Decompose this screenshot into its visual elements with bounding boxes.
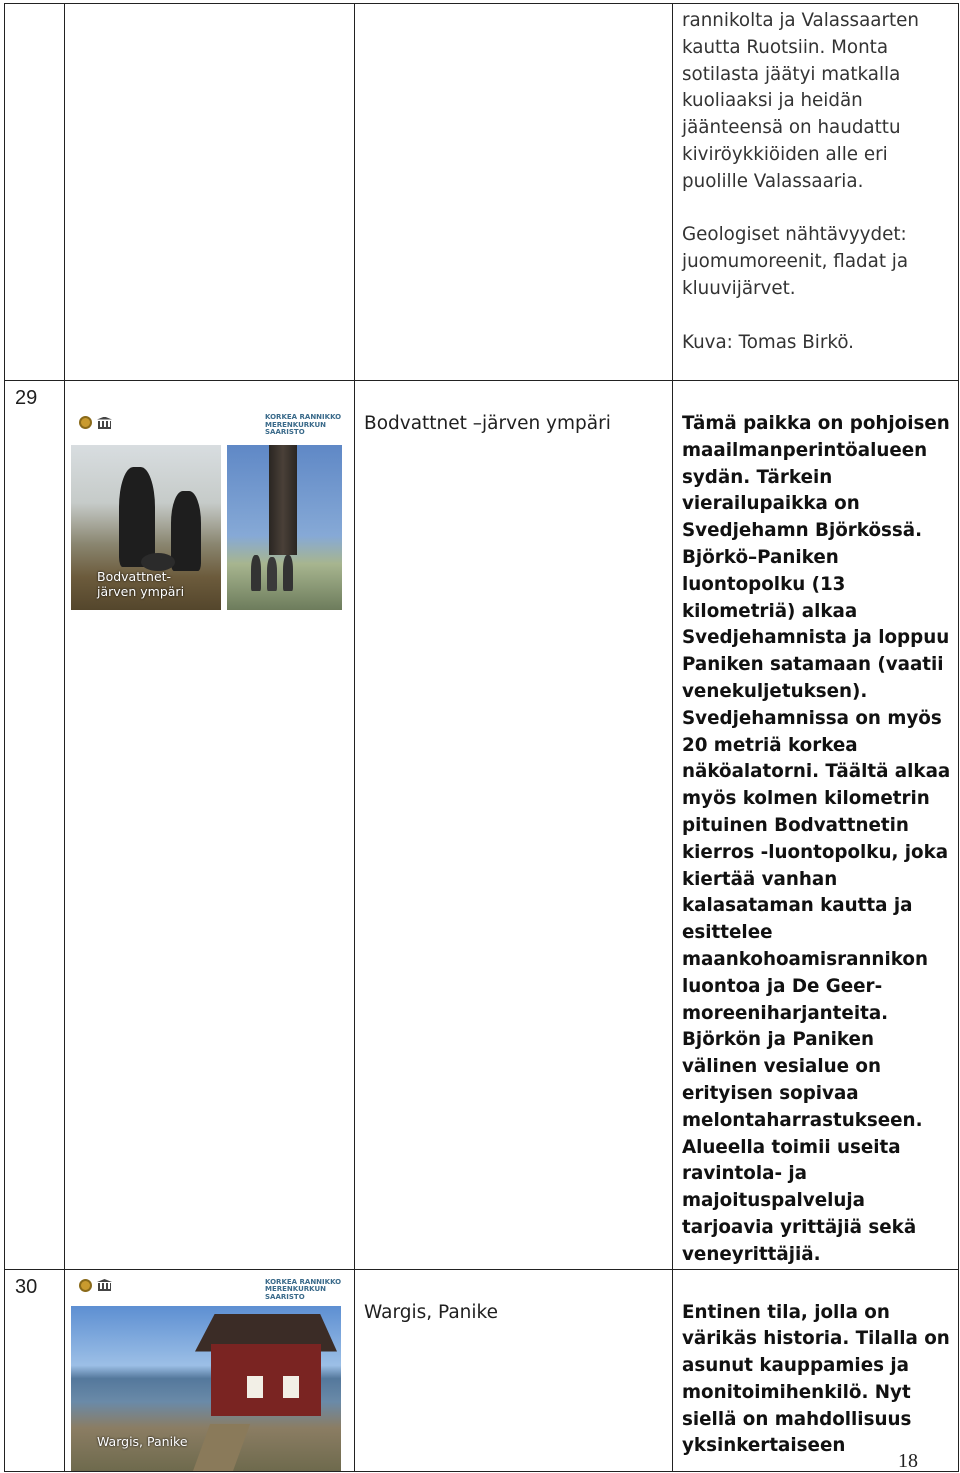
description-cell <box>673 4 959 381</box>
table-row <box>5 1269 959 1471</box>
description-paragraph: rannikolta ja Valassaarten kautta Ruotsiin. Monta sotilasta jäätyi matkalla kuoliaaksi ja heidän jäänteensä on haudattu kiviröykkiöiden alle eri puolille Valassaaria. <box>682 10 919 192</box>
brochure-icons <box>79 1279 112 1292</box>
brochure-icons <box>79 416 112 429</box>
description-cell <box>673 1269 959 1471</box>
place-title: Bodvattnet –järven ympäri <box>355 381 673 1270</box>
row-number: 30 <box>5 1269 65 1471</box>
hikers-photo <box>71 445 221 610</box>
image-cell <box>65 381 355 1270</box>
museum-icon <box>97 417 112 429</box>
red-house-photo <box>71 1306 341 1471</box>
row-number: 29 <box>5 381 65 1270</box>
row-number <box>5 4 65 381</box>
description-text: Tämä paikka on pohjoisen maailmanperintöalueen sydän. Tärkein vierailupaikka on Svedjehamn Björkössä. Björkö–Paniken luontopolku (13 kilometriä) alkaa Svedjehamnista ja loppuu Paniken satamaan (vaatii venekuljetuksen). Svedjehamnissa on myös 20 metriä korkea näköalatorni. Täältä alkaa myös kolmen kilometrin pituinen Bodvattnetin kierros -luontopolku, joka kiertää vanhan kalasataman kautta ja esittelee maankohoamisrannikon luontoa ja De Geer-moreeniharjanteita. Björkön ja Paniken välinen vesialue on erityisen sopivaa melontaharrastukseen. Alueella toimii useita ravintola- ja majoituspalveluja tarjoavia yrittäjiä sekä veneyrittäjiä. <box>682 413 951 1265</box>
world-heritage-icon <box>79 1279 92 1292</box>
brochure-caption: Wargis, Panike <box>97 1433 188 1449</box>
table-row <box>5 381 959 1270</box>
description-text: Entinen tila, jolla on värikäs historia. Tilalla on asunut kauppamies ja monitoimihenkilö. Nyt siellä on mahdollisuus yksinkertaiseen <box>682 1301 950 1457</box>
place-title: Wargis, Panike <box>355 1269 673 1471</box>
brochure-brand: KORKEA RANNIKKO MERENKURKUN SAARISTO <box>265 413 342 436</box>
places-table <box>4 3 959 1472</box>
description-paragraph: Geologiset nähtävyydet: juomumoreenit, fladat ja kluuvijärvet. <box>682 224 909 299</box>
place-title <box>355 4 673 381</box>
museum-icon <box>97 1279 112 1291</box>
image-cell <box>65 4 355 381</box>
brochure-brand: KORKEA RANNIKKO MERENKURKUN SAARISTO <box>265 1277 342 1301</box>
table-row <box>5 4 959 381</box>
description-cell <box>673 381 959 1270</box>
photo-credit: Kuva: Tomas Birkö. <box>682 331 854 353</box>
tower-photo <box>227 445 342 610</box>
world-heritage-icon <box>79 416 92 429</box>
image-cell <box>65 1269 355 1471</box>
page-number: 18 <box>898 1450 918 1472</box>
brochure-caption: Bodvattnet-järven ympäri <box>97 569 185 599</box>
